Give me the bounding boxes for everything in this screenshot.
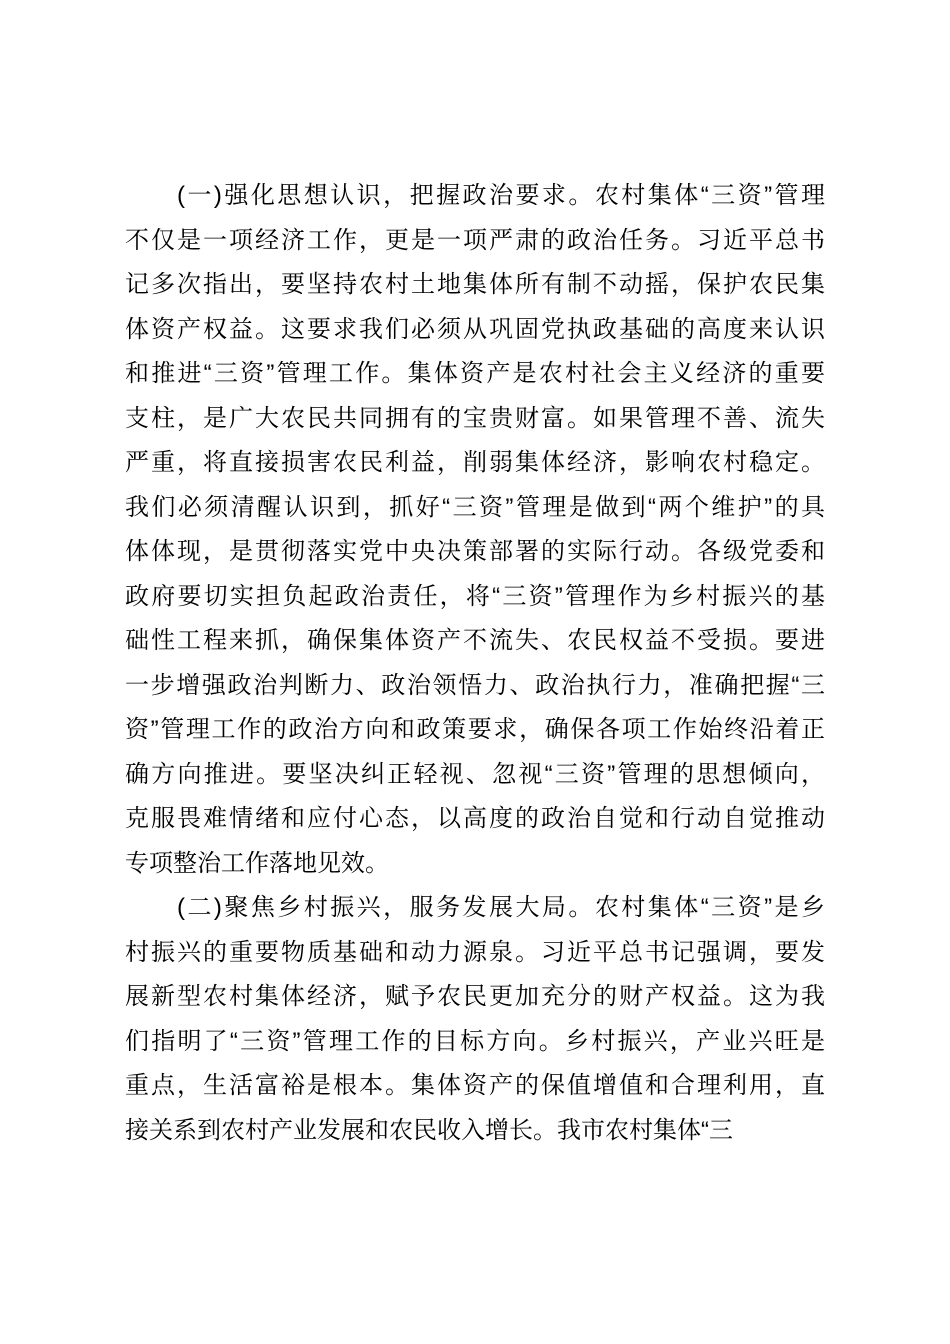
text-line: 展新型农村集体经济，赋予农民更加充分的财产权益。这为我 (125, 983, 825, 1010)
text-line: 一步增强政治判断力、政治领悟力、政治执行力，准确把握“三 (125, 671, 825, 699)
text-line: 记多次指出，要坚持农村土地集体所有制不动摇，保护农民集 (125, 271, 825, 298)
text-line: (二)聚焦乡村振兴，服务发展大局。农村集体“三资”是乡 (177, 894, 825, 921)
text-line: 确方向推进。要坚决纠正轻视、忽视“三资”管理的思想倾向， (125, 760, 825, 788)
text-line: 体体现，是贯彻落实党中央决策部署的实际行动。各级党委和 (125, 538, 825, 565)
document-body (125, 174, 825, 1153)
text-line: 不仅是一项经济工作，更是一项严肃的政治任务。习近平总书 (125, 226, 825, 254)
text-line: 体资产权益。这要求我们必须从巩固党执政基础的高度来认识 (125, 315, 825, 343)
text-line: 政府要切实担负起政治责任，将“三资”管理作为乡村振兴的基 (125, 582, 825, 610)
text-line: 克服畏难情绪和应付心态，以高度的政治自觉和行动自觉推动 (125, 805, 825, 832)
text-line: 村振兴的重要物质基础和动力源泉。习近平总书记强调，要发 (125, 938, 825, 966)
text-line: 我们必须清醒认识到，抓好“三资”管理是做到“两个维护”的具 (125, 493, 825, 521)
text-line: 们指明了“三资”管理工作的目标方向。乡村振兴，产业兴旺是 (125, 1027, 825, 1055)
text-line: 重点，生活富裕是根本。集体资产的保值增值和合理利用，直 (125, 1072, 825, 1099)
paragraph-2 (125, 886, 825, 1153)
paragraph-1 (125, 174, 825, 886)
text-line: 资”管理工作的政治方向和政策要求，确保各项工作始终沿着正 (125, 716, 825, 743)
text-line: 和推进“三资”管理工作。集体资产是农村社会主义经济的重要 (125, 360, 825, 387)
text-line: 接关系到农村产业发展和农民收入增长。我市农村集体“三 (125, 1116, 733, 1144)
text-line: 专项整治工作落地见效。 (125, 849, 389, 877)
text-line: 严重，将直接损害农民利益，削弱集体经济，影响农村稳定。 (125, 449, 825, 476)
text-line: 础性工程来抓，确保集体资产不流失、农民权益不受损。要进 (125, 627, 825, 654)
text-line: 支柱，是广大农民共同拥有的宝贵财富。如果管理不善、流失 (125, 404, 825, 432)
text-line: (一)强化思想认识，把握政治要求。农村集体“三资”管理 (177, 182, 825, 209)
